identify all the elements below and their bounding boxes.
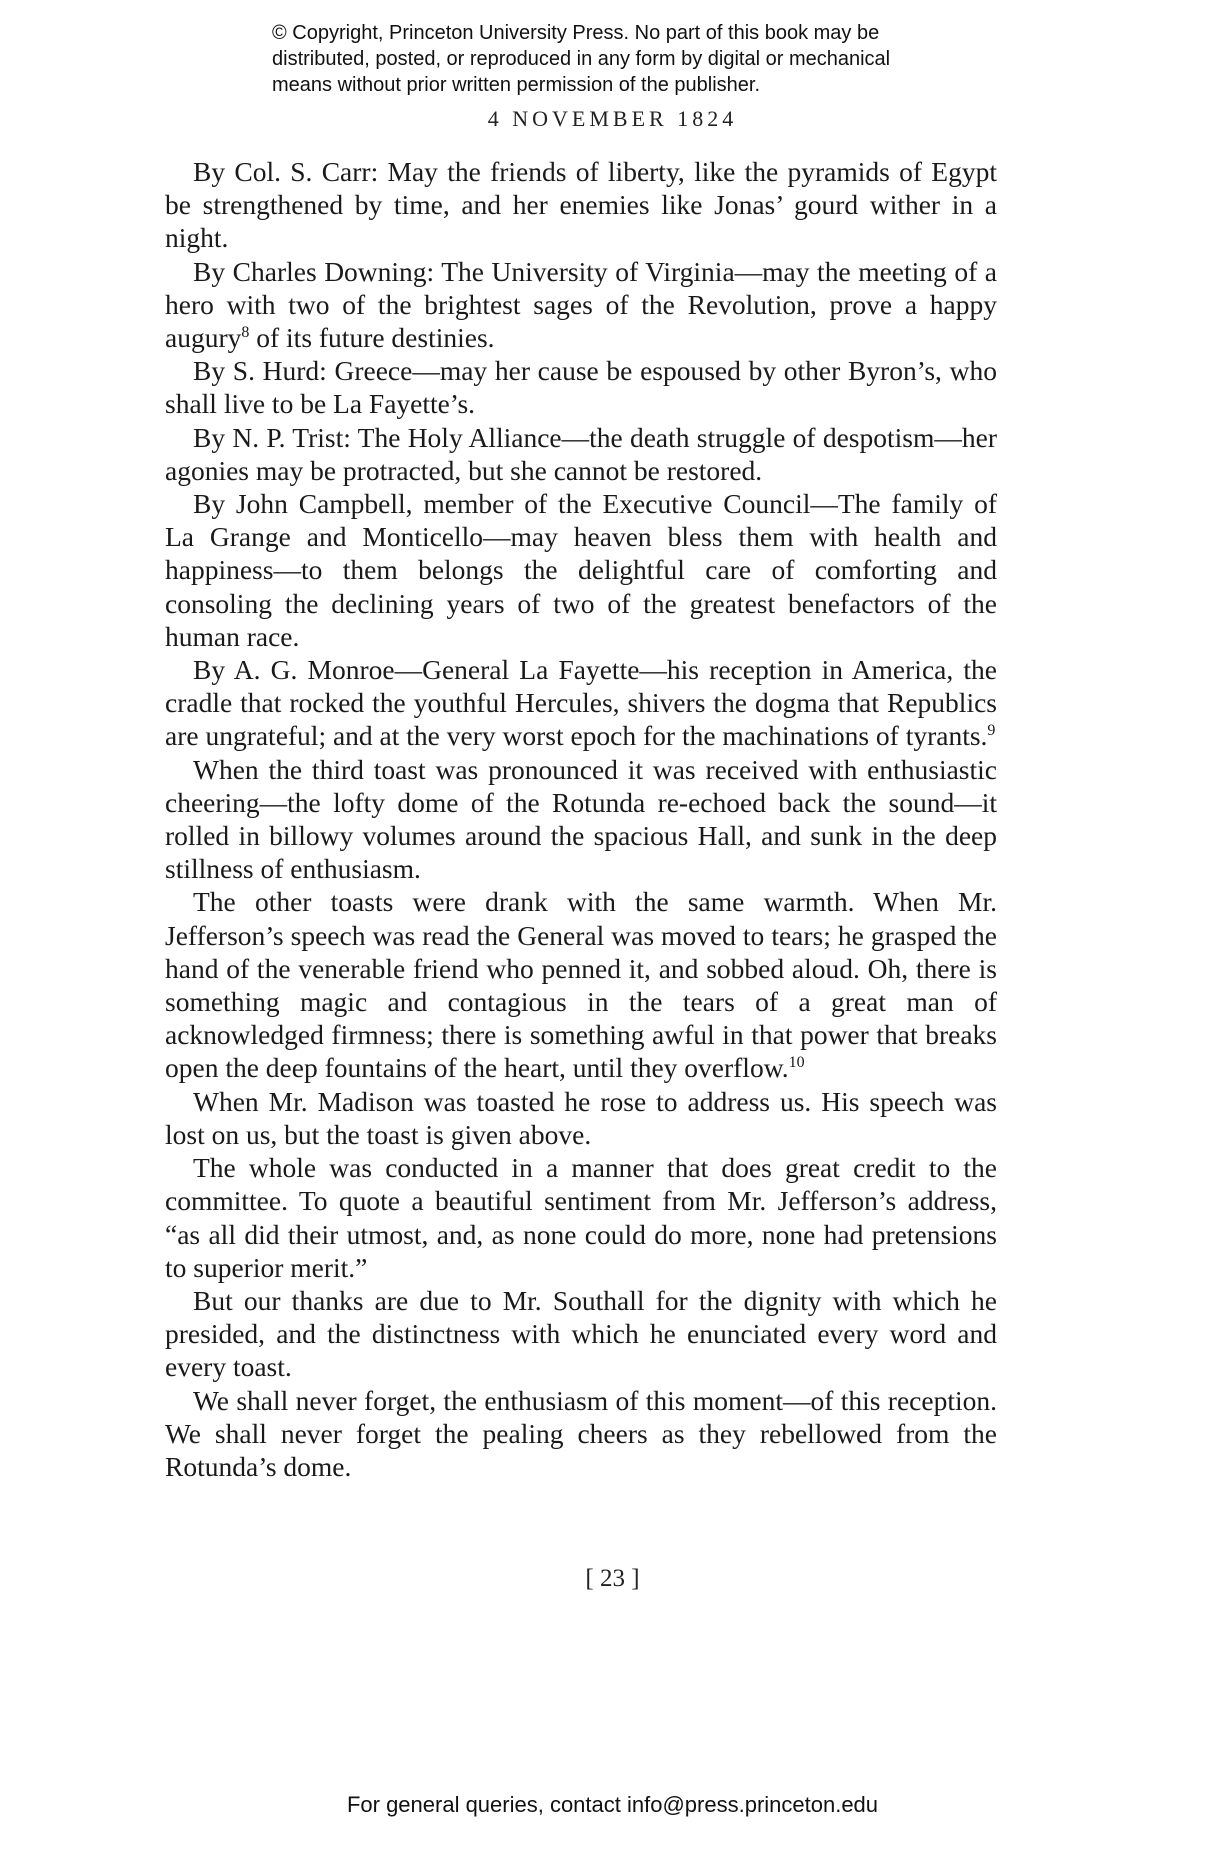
paragraph — [165, 421, 997, 487]
paragraph — [165, 155, 997, 255]
page-number: [ 23 ] — [585, 1565, 640, 1592]
paragraph-text: We shall never forget, the enthusiasm of this moment—of this reception. We shall never forget the pealing cheers as they rebellowed from the Rotunda’s dome. — [165, 1384, 997, 1482]
paragraph — [165, 885, 997, 1084]
paragraph — [165, 487, 997, 653]
paragraph — [165, 1284, 997, 1384]
copyright-line: © Copyright, Princeton University Press. No part of this book may be — [272, 22, 880, 44]
body-text — [165, 155, 997, 1483]
paragraph — [165, 1085, 997, 1151]
copyright-line: distributed, posted, or reproduced in any form by digital or mechanical — [272, 48, 891, 70]
paragraph-text: By Col. S. Carr: May the friends of liberty, like the pyramids of Egypt be strengthened by time, and her enemies like Jonas’ gourd wither in a night. — [165, 156, 997, 254]
copyright-notice — [272, 20, 992, 98]
footnote-marker: 10 — [788, 1054, 805, 1072]
paragraph-text: By N. P. Trist: The Holy Alliance—the death struggle of despotism—her agonies may be protracted, but she cannot be restored. — [165, 421, 997, 486]
paragraph-text: By Charles Downing: The University of Virginia—may the meeting of a hero with two of the brightest sages of the Revolution, prove a happy augury — [165, 255, 997, 354]
paragraph-text: When the third toast was pronounced it was received with enthusiastic cheering—the lofty dome of the Rotunda re-echoed back the sound—it rolled in billowy volumes around the spacious Hall, and sunk in the deep stillness of enthusiasm. — [165, 753, 997, 885]
paragraph-text: By A. G. Monroe—General La Fayette—his reception in America, the cradle that rocked the youthful Hercules, shivers the dogma that Republics are ungrateful; and at the very worst epoch for the machinations of tyrants. — [165, 654, 997, 752]
paragraph — [165, 255, 997, 355]
running-head: 4 NOVEMBER 1824 — [487, 106, 738, 131]
copyright-line: means without prior written permission of the publisher. — [272, 74, 761, 96]
paragraph — [165, 753, 997, 886]
footnote-marker: 9 — [987, 722, 996, 740]
paragraph — [165, 1151, 997, 1284]
paragraph-text: When Mr. Madison was toasted he rose to address us. His speech was lost on us, but the toast is given above. — [165, 1085, 997, 1150]
paragraph — [165, 653, 997, 753]
footer-contact: For general queries, contact info@press.princeton.edu — [346, 1792, 879, 1817]
paragraph-text: But our thanks are due to Mr. Southall for the dignity with which he presided, and the distinctness with which he enunciated every word and every toast. — [165, 1284, 997, 1383]
paragraph-text: The whole was conducted in a manner that does great credit to the committee. To quote a beautiful sentiment from Mr. Jefferson’s address, “as all did their utmost, and, as none could do more, none had pretensions to superior merit.” — [165, 1152, 997, 1283]
paragraph-text: By John Campbell, member of the Executive Council—The family of La Grange and Monticello—may heaven bless them with health and happiness—to them belongs the delightful care of comforting and consoling the declining years of two of the greatest benefactors of the human race. — [165, 488, 997, 652]
footnote-marker: 8 — [241, 323, 250, 341]
paragraph — [165, 354, 997, 420]
paragraph-text: By S. Hurd: Greece—may her cause be espoused by other Byron’s, who shall live to be La Fayette’s. — [165, 355, 997, 420]
paragraph-text: The other toasts were drank with the same warmth. When Mr. Jefferson’s speech was read the General was moved to tears; he grasped the hand of the venerable friend who penned it, and sobbed aloud. Oh, there is something magic and contagious in the tears of a great man of acknowledged firmness; there is something awful in that power that breaks open the deep fountains of the heart, until they overflow. — [165, 886, 997, 1084]
paragraph — [165, 1384, 997, 1484]
paragraph-text-tail: of its future destinies. — [249, 322, 495, 354]
